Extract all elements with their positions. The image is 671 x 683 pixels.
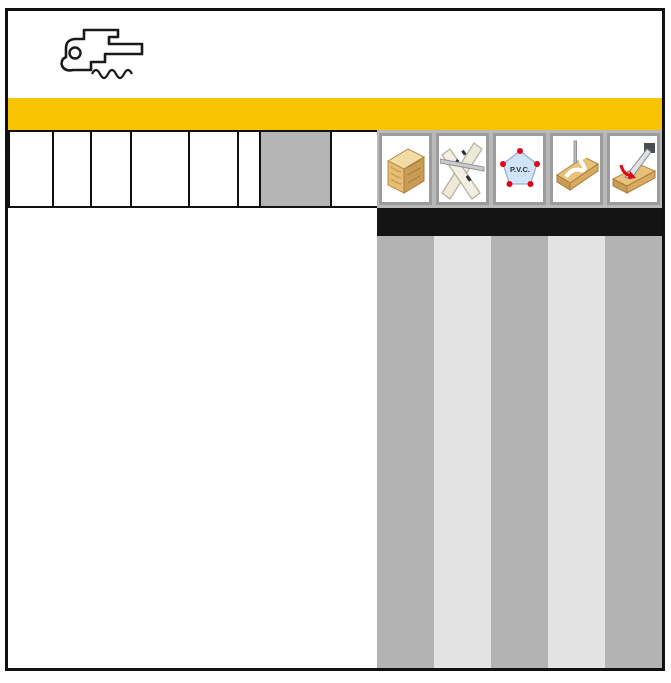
thickness-band [377,208,662,236]
category-band [8,98,662,130]
page-frame [5,8,665,671]
col-header-length [10,132,52,206]
top-header [8,11,662,98]
table-header-row [8,130,377,208]
green-wood-branches-icon [436,133,489,205]
wood-beam-icon [379,133,432,205]
col-header-ident [261,132,330,206]
col-header-box [239,132,259,206]
table-body [8,236,662,668]
curved-cut-icon [550,133,603,205]
application-icons-row [377,130,662,208]
universal-shank-icon [54,21,146,89]
col-header-ref [190,132,237,206]
col-header-upc [332,132,377,206]
col-header-tpi [92,132,130,206]
col-header-material [132,132,188,206]
pvc-label: P.V.C. [509,165,530,174]
col-header-pitch [54,132,90,206]
plunge-cut-icon [607,133,660,205]
product-rows [8,236,662,668]
pvc-pipe-icon [493,133,546,205]
